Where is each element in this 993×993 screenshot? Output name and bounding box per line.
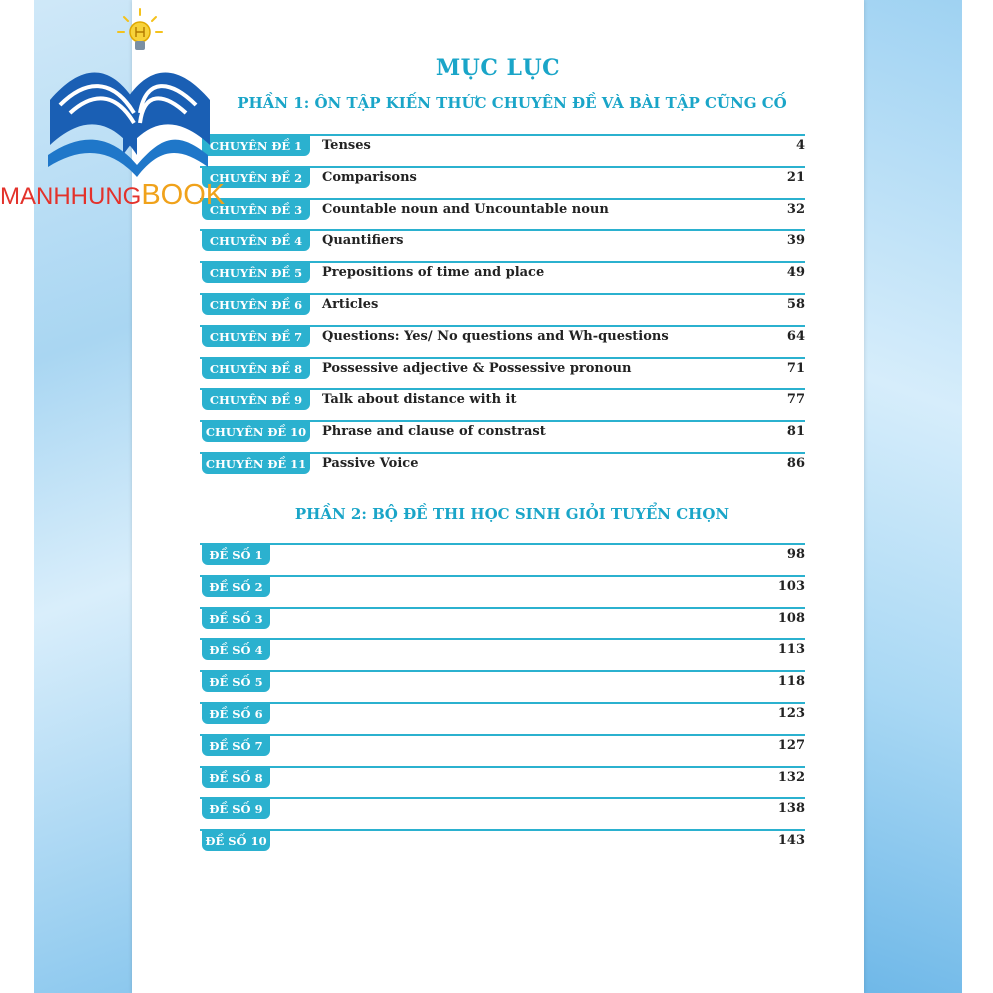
toc-topic-tag: ĐỀ SỐ 7 — [202, 736, 270, 756]
toc-page-number: 118 — [777, 674, 805, 690]
toc-topic-tag: ĐỀ SỐ 2 — [202, 577, 270, 597]
toc-row — [200, 575, 805, 599]
toc-divider-line — [200, 607, 805, 609]
toc-topic-title: Questions: Yes/ No questions and Wh-questions — [322, 328, 669, 344]
toc-row — [200, 293, 805, 317]
toc-row — [200, 452, 805, 476]
toc-page-number: 138 — [777, 801, 805, 817]
toc-row — [200, 797, 805, 821]
toc-topic-tag: ĐỀ SỐ 9 — [202, 799, 270, 819]
toc-topic-title: Comparisons — [322, 169, 417, 185]
toc-divider-line — [200, 766, 805, 768]
toc-page-number: 49 — [786, 265, 805, 281]
toc-divider-line — [200, 543, 805, 545]
toc-row — [200, 543, 805, 567]
toc-page-number: 103 — [777, 578, 805, 594]
toc-row — [200, 388, 805, 412]
book-lightbulb-logo-icon — [40, 5, 210, 190]
toc-topic-tag: CHUYÊN ĐỀ 3 — [202, 200, 310, 220]
brand-wordmark — [0, 180, 225, 212]
toc-topic-tag: ĐỀ SỐ 10 — [202, 831, 270, 851]
toc-row — [200, 198, 805, 222]
toc-page-number: 143 — [777, 833, 805, 849]
toc-row — [200, 166, 805, 190]
toc-topic-title: Prepositions of time and place — [322, 265, 545, 281]
toc-topic-tag: CHUYÊN ĐỀ 10 — [202, 422, 310, 442]
toc-row — [200, 229, 805, 253]
toc-topic-tag: CHUYÊN ĐỀ 8 — [202, 359, 310, 379]
toc-row — [200, 134, 805, 158]
toc-divider-line — [200, 638, 805, 640]
toc-page-number: 127 — [777, 737, 805, 753]
toc-topic-tag: ĐỀ SỐ 3 — [202, 609, 270, 629]
toc-topic-title: Phrase and clause of constrast — [322, 424, 546, 440]
toc-topic-tag: ĐỀ SỐ 1 — [202, 545, 270, 565]
toc-page-number: 108 — [777, 610, 805, 626]
toc-topic-title: Talk about distance with it — [322, 392, 517, 408]
toc-topic-title: Countable noun and Uncountable noun — [322, 201, 609, 217]
toc-page-number: 71 — [786, 360, 805, 376]
toc-page-number: 132 — [777, 769, 805, 785]
toc-page-number: 4 — [795, 138, 805, 153]
toc-row — [200, 357, 805, 381]
toc-divider-line — [200, 829, 805, 831]
toc-row — [200, 766, 805, 790]
toc-page-number: 81 — [786, 424, 805, 440]
toc-topic-tag: ĐỀ SỐ 5 — [202, 672, 270, 692]
toc-topic-tag: CHUYÊN ĐỀ 5 — [202, 263, 310, 283]
toc-topic-tag: CHUYÊN ĐỀ 2 — [202, 168, 310, 188]
toc-page-number: 58 — [786, 297, 805, 312]
toc-topic-title: Passive Voice — [322, 456, 419, 471]
toc-page-number: 123 — [777, 706, 805, 721]
toc-topic-tag: CHUYÊN ĐỀ 4 — [202, 231, 310, 251]
part1-heading: PHẦN 1: ÔN TẬP KIẾN THỨC CHUYÊN ĐỀ VÀ BÀI TẬP CŨNG CỐ — [237, 94, 787, 112]
toc-page-number: 32 — [786, 201, 805, 217]
toc-row — [200, 702, 805, 726]
toc-row — [200, 829, 805, 853]
toc-page-number: 113 — [777, 642, 805, 658]
toc-page-number: 98 — [786, 547, 805, 562]
background-right-panel — [864, 0, 962, 993]
toc-divider-line — [200, 797, 805, 799]
toc-divider-line — [200, 575, 805, 577]
toc-topic-title: Quantifiers — [322, 233, 404, 249]
toc-row — [200, 261, 805, 285]
toc-row — [200, 670, 805, 694]
part2-heading: PHẦN 2: BỘ ĐỀ THI HỌC SINH GIỎI TUYỂN CHỌN — [294, 505, 730, 523]
toc-page-number: 21 — [786, 169, 805, 185]
toc-topic-tag: ĐỀ SỐ 6 — [202, 704, 270, 724]
background-right-margin — [962, 0, 993, 993]
toc-topic-tag: CHUYÊN ĐỀ 7 — [202, 327, 310, 347]
toc-topic-tag: ĐỀ SỐ 8 — [202, 768, 270, 788]
toc-topic-tag: CHUYÊN ĐỀ 1 — [202, 136, 310, 156]
page-title: MỤC LỤC — [435, 55, 561, 81]
toc-row — [200, 607, 805, 631]
toc-page-number: 77 — [786, 392, 805, 408]
toc-topic-tag: CHUYÊN ĐỀ 11 — [202, 454, 310, 474]
brand-name-part1: MANHHUNG — [0, 183, 142, 210]
toc-page-number: 64 — [786, 328, 805, 344]
toc-row — [200, 638, 805, 662]
toc-page-number: 86 — [786, 456, 805, 471]
brand-name-part2: BOOK — [141, 179, 226, 211]
toc-divider-line — [200, 702, 805, 704]
toc-topic-title: Possessive adjective & Possessive pronoun — [322, 360, 632, 376]
toc-topic-tag: CHUYÊN ĐỀ 6 — [202, 295, 310, 315]
toc-page-number: 39 — [786, 233, 805, 249]
toc-row — [200, 420, 805, 444]
toc-topic-tag: CHUYÊN ĐỀ 9 — [202, 390, 310, 410]
toc-topic-title: Articles — [322, 297, 379, 312]
toc-row — [200, 325, 805, 349]
toc-topic-tag: ĐỀ SỐ 4 — [202, 640, 270, 660]
toc-topic-title: Tenses — [322, 138, 371, 153]
toc-divider-line — [200, 734, 805, 736]
toc-row — [200, 734, 805, 758]
toc-divider-line — [200, 670, 805, 672]
